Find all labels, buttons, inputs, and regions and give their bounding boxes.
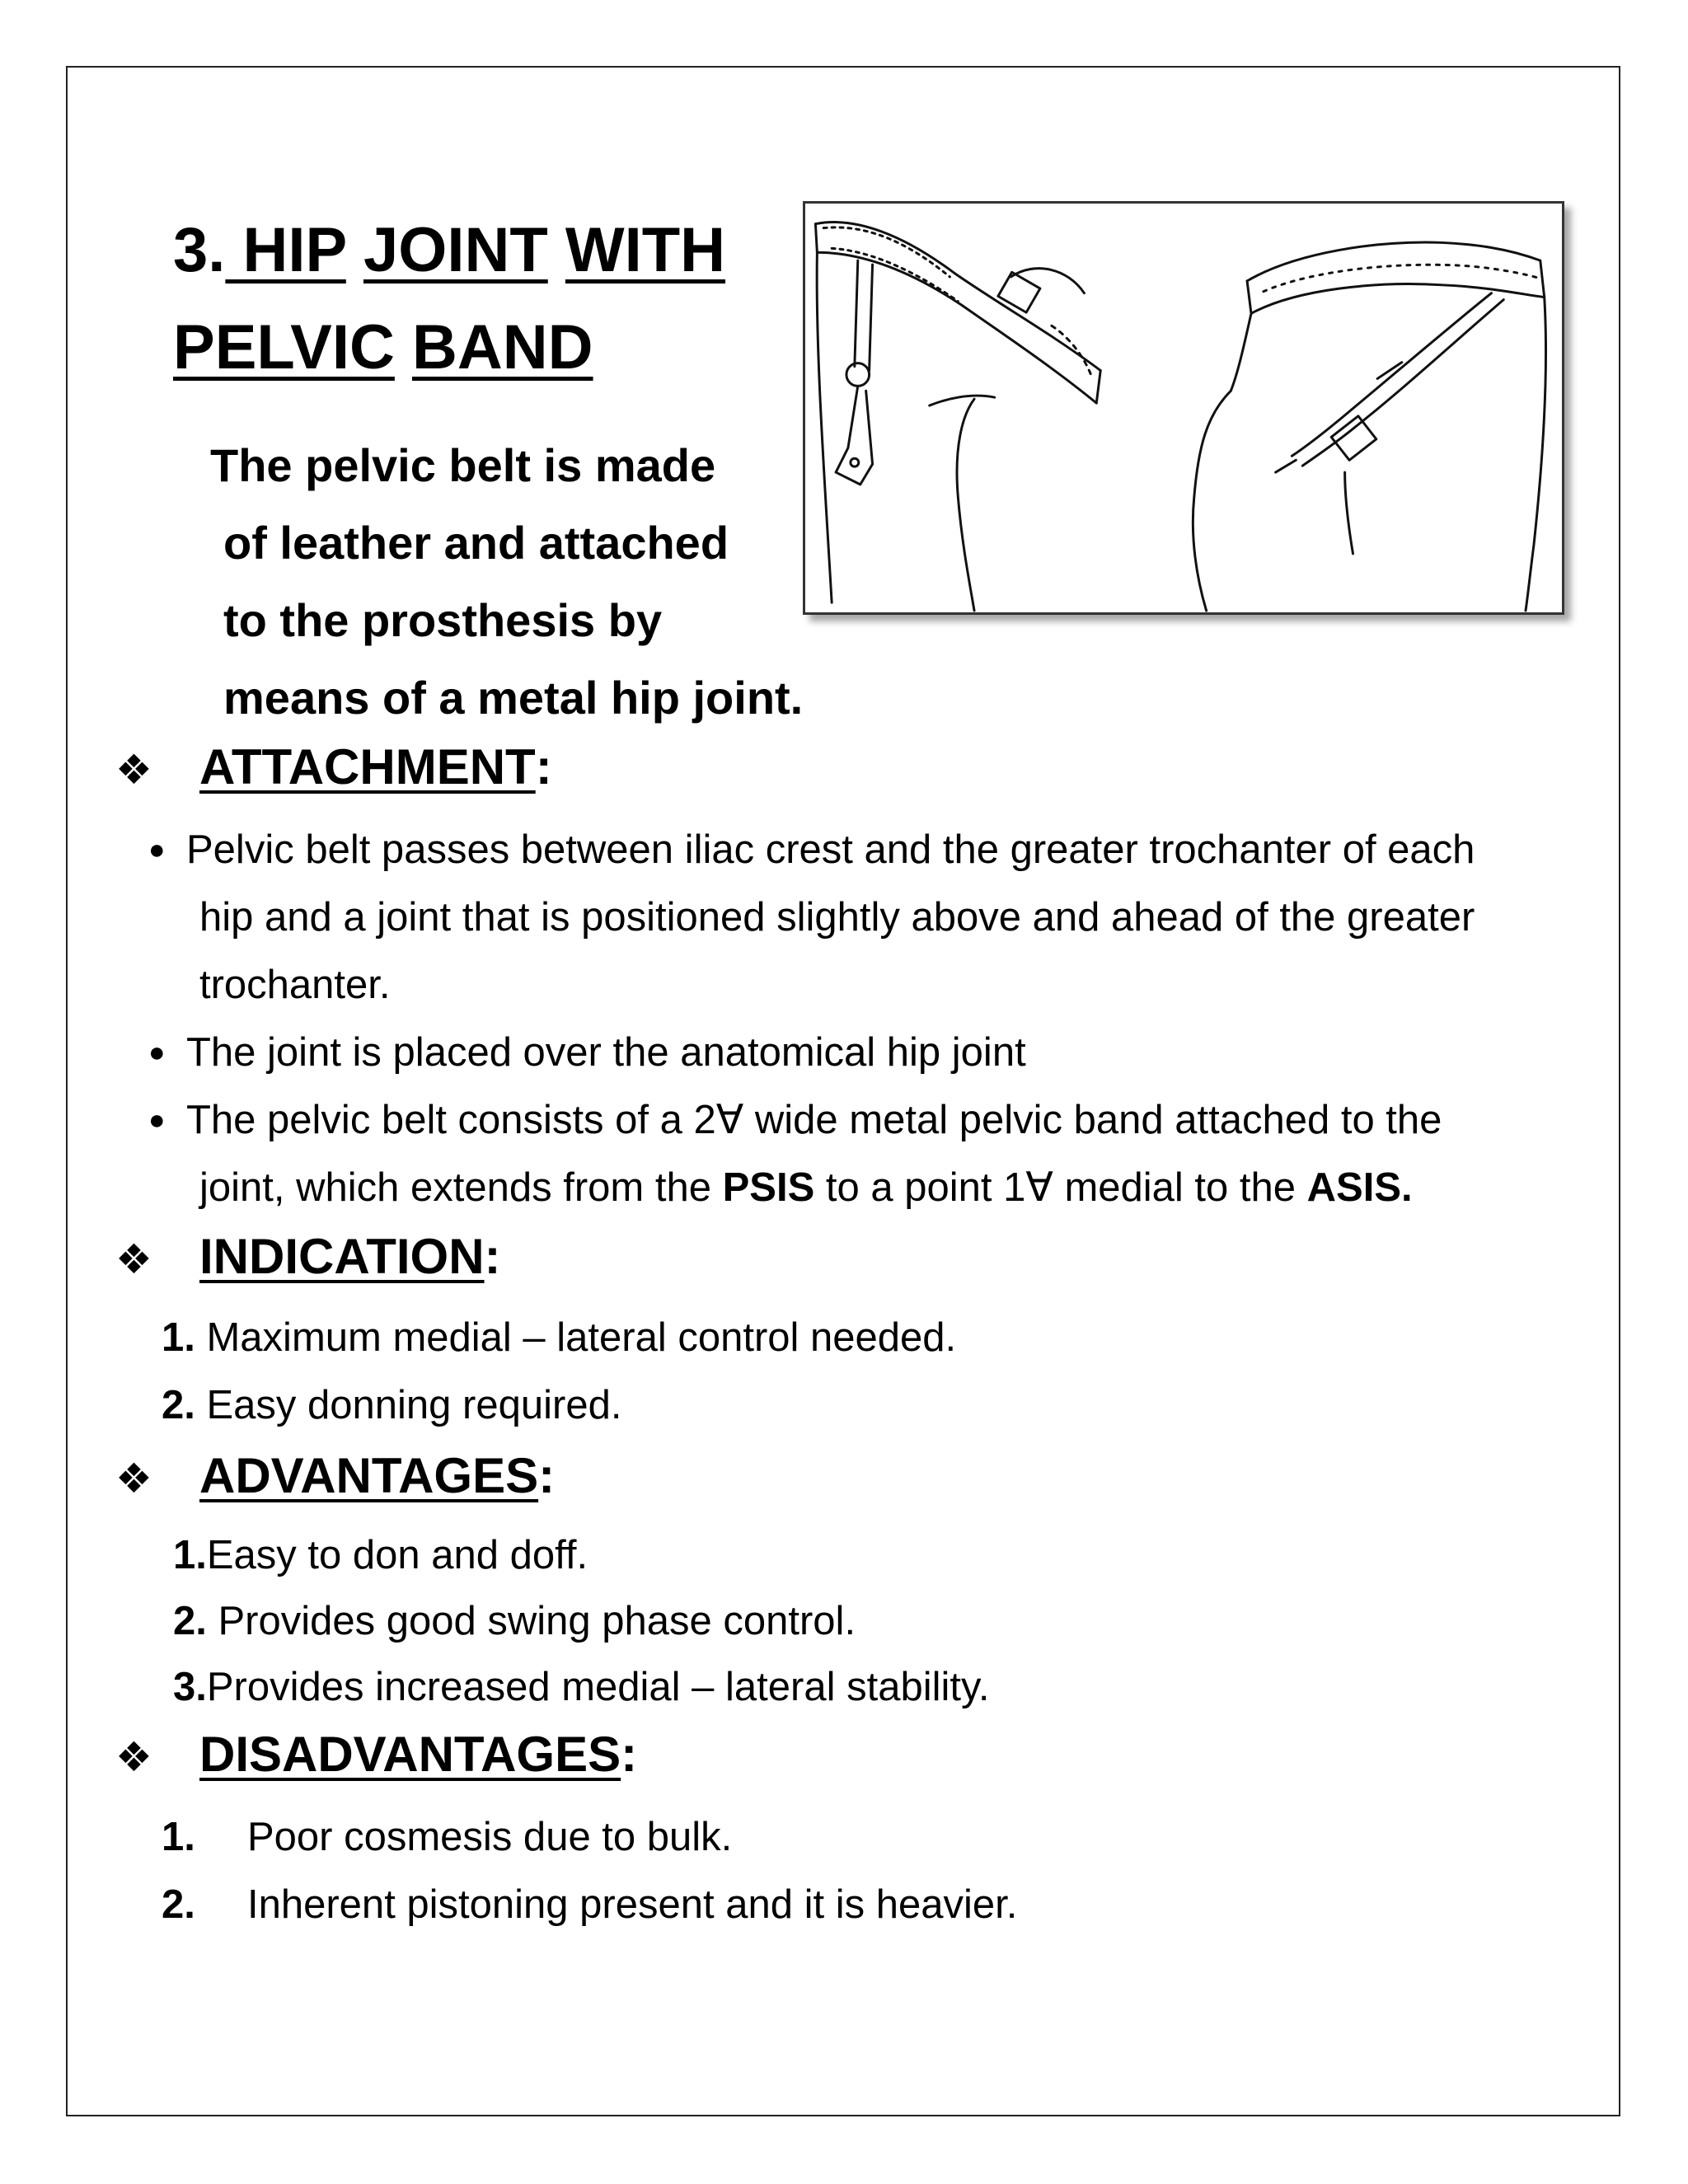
heading-colon: : [484, 1229, 501, 1284]
item-number: 2. [162, 1882, 195, 1927]
attachment-bullet [148, 816, 1582, 1019]
bullet-text [148, 1086, 1582, 1221]
item-number: 2. [173, 1599, 207, 1643]
diamond-bullet-icon: ❖ [115, 747, 152, 793]
indication-item [162, 1371, 621, 1439]
pelvic-band-drawing [805, 204, 1562, 612]
bullet-dot-icon: ● [148, 834, 166, 865]
item-text: Poor cosmesis due to bulk. [247, 1815, 733, 1859]
bullet-segment: to a point 1∀ medial to the [814, 1165, 1307, 1210]
title-word-band: BAND [411, 312, 593, 382]
item-text: Easy to don and doff. [206, 1533, 588, 1577]
diamond-bullet-icon: ❖ [115, 1734, 152, 1780]
bullet-line: The pelvic belt consists of a 2∀ wide metal pelvic band attached to the [186, 1098, 1442, 1142]
item-text: Easy donning required. [195, 1383, 622, 1427]
title-word-hip: HIP [225, 215, 346, 285]
bullet-line [186, 1154, 1582, 1221]
asis-term: ASIS. [1306, 1165, 1413, 1210]
item-number: 2. [162, 1383, 195, 1427]
diamond-bullet-icon: ❖ [115, 1236, 152, 1282]
bullet-segment: joint, which extends from the [199, 1165, 723, 1210]
attachment-bullet [148, 1086, 1582, 1221]
item-number: 1. [162, 1815, 195, 1859]
heading-indication [115, 1228, 501, 1285]
bullet-line: trochanter. [199, 963, 391, 1007]
attachment-bullet [148, 1019, 1582, 1086]
title-word-pelvic: PELVIC [173, 312, 395, 382]
heading-colon: : [535, 739, 552, 794]
item-text: Inherent pistoning present and it is heavier. [247, 1882, 1018, 1927]
bullet-line: Pelvic belt passes between iliac crest and the greater trochanter of each [186, 827, 1475, 872]
heading-advantages [115, 1447, 555, 1504]
intro-line: The pelvic belt is made [210, 439, 716, 491]
title-number: 3. [173, 215, 226, 285]
heading-disadvantages [115, 1726, 637, 1783]
intro-line: means of a metal hip joint. [223, 672, 804, 724]
indication-item [162, 1304, 956, 1371]
bullet-text: The joint is placed over the anatomical hip joint [186, 1030, 1026, 1075]
bullet-dot-icon: ● [148, 1104, 166, 1136]
heading-text: ATTACHMENT [199, 739, 536, 794]
heading-text: DISADVANTAGES [199, 1727, 621, 1782]
page-title [173, 202, 725, 396]
pelvic-band-illustration [803, 201, 1564, 615]
bullet-dot-icon: ● [148, 1037, 166, 1068]
diamond-bullet-icon: ❖ [115, 1455, 152, 1502]
disadvantage-item [162, 1871, 1017, 1938]
item-number: 1. [173, 1533, 207, 1577]
disadvantage-item [162, 1803, 732, 1871]
heading-colon: : [538, 1448, 556, 1503]
heading-text: INDICATION [199, 1229, 485, 1284]
item-text: Provides good swing phase control. [206, 1599, 856, 1643]
heading-colon: : [621, 1727, 638, 1782]
intro-line: of leather and attached [223, 517, 729, 569]
title-word-joint: JOINT [363, 215, 548, 285]
bullet-text [148, 816, 1582, 1019]
item-text: Maximum medial – lateral control needed. [195, 1315, 957, 1360]
advantage-item [173, 1587, 856, 1655]
item-number: 3. [173, 1665, 207, 1709]
advantage-item [173, 1521, 588, 1589]
heading-attachment [115, 738, 552, 795]
item-number: 1. [162, 1315, 195, 1360]
bullet-line: hip and a joint that is positioned slightly above and ahead of the greater [199, 895, 1475, 940]
heading-text: ADVANTAGES [199, 1448, 539, 1503]
psis-term: PSIS [722, 1165, 815, 1210]
advantage-item [173, 1653, 989, 1721]
item-text: Provides increased medial – lateral stability. [206, 1665, 990, 1709]
intro-paragraph [210, 427, 803, 737]
title-word-with: WITH [565, 215, 726, 285]
intro-line: to the prosthesis by [223, 594, 663, 646]
